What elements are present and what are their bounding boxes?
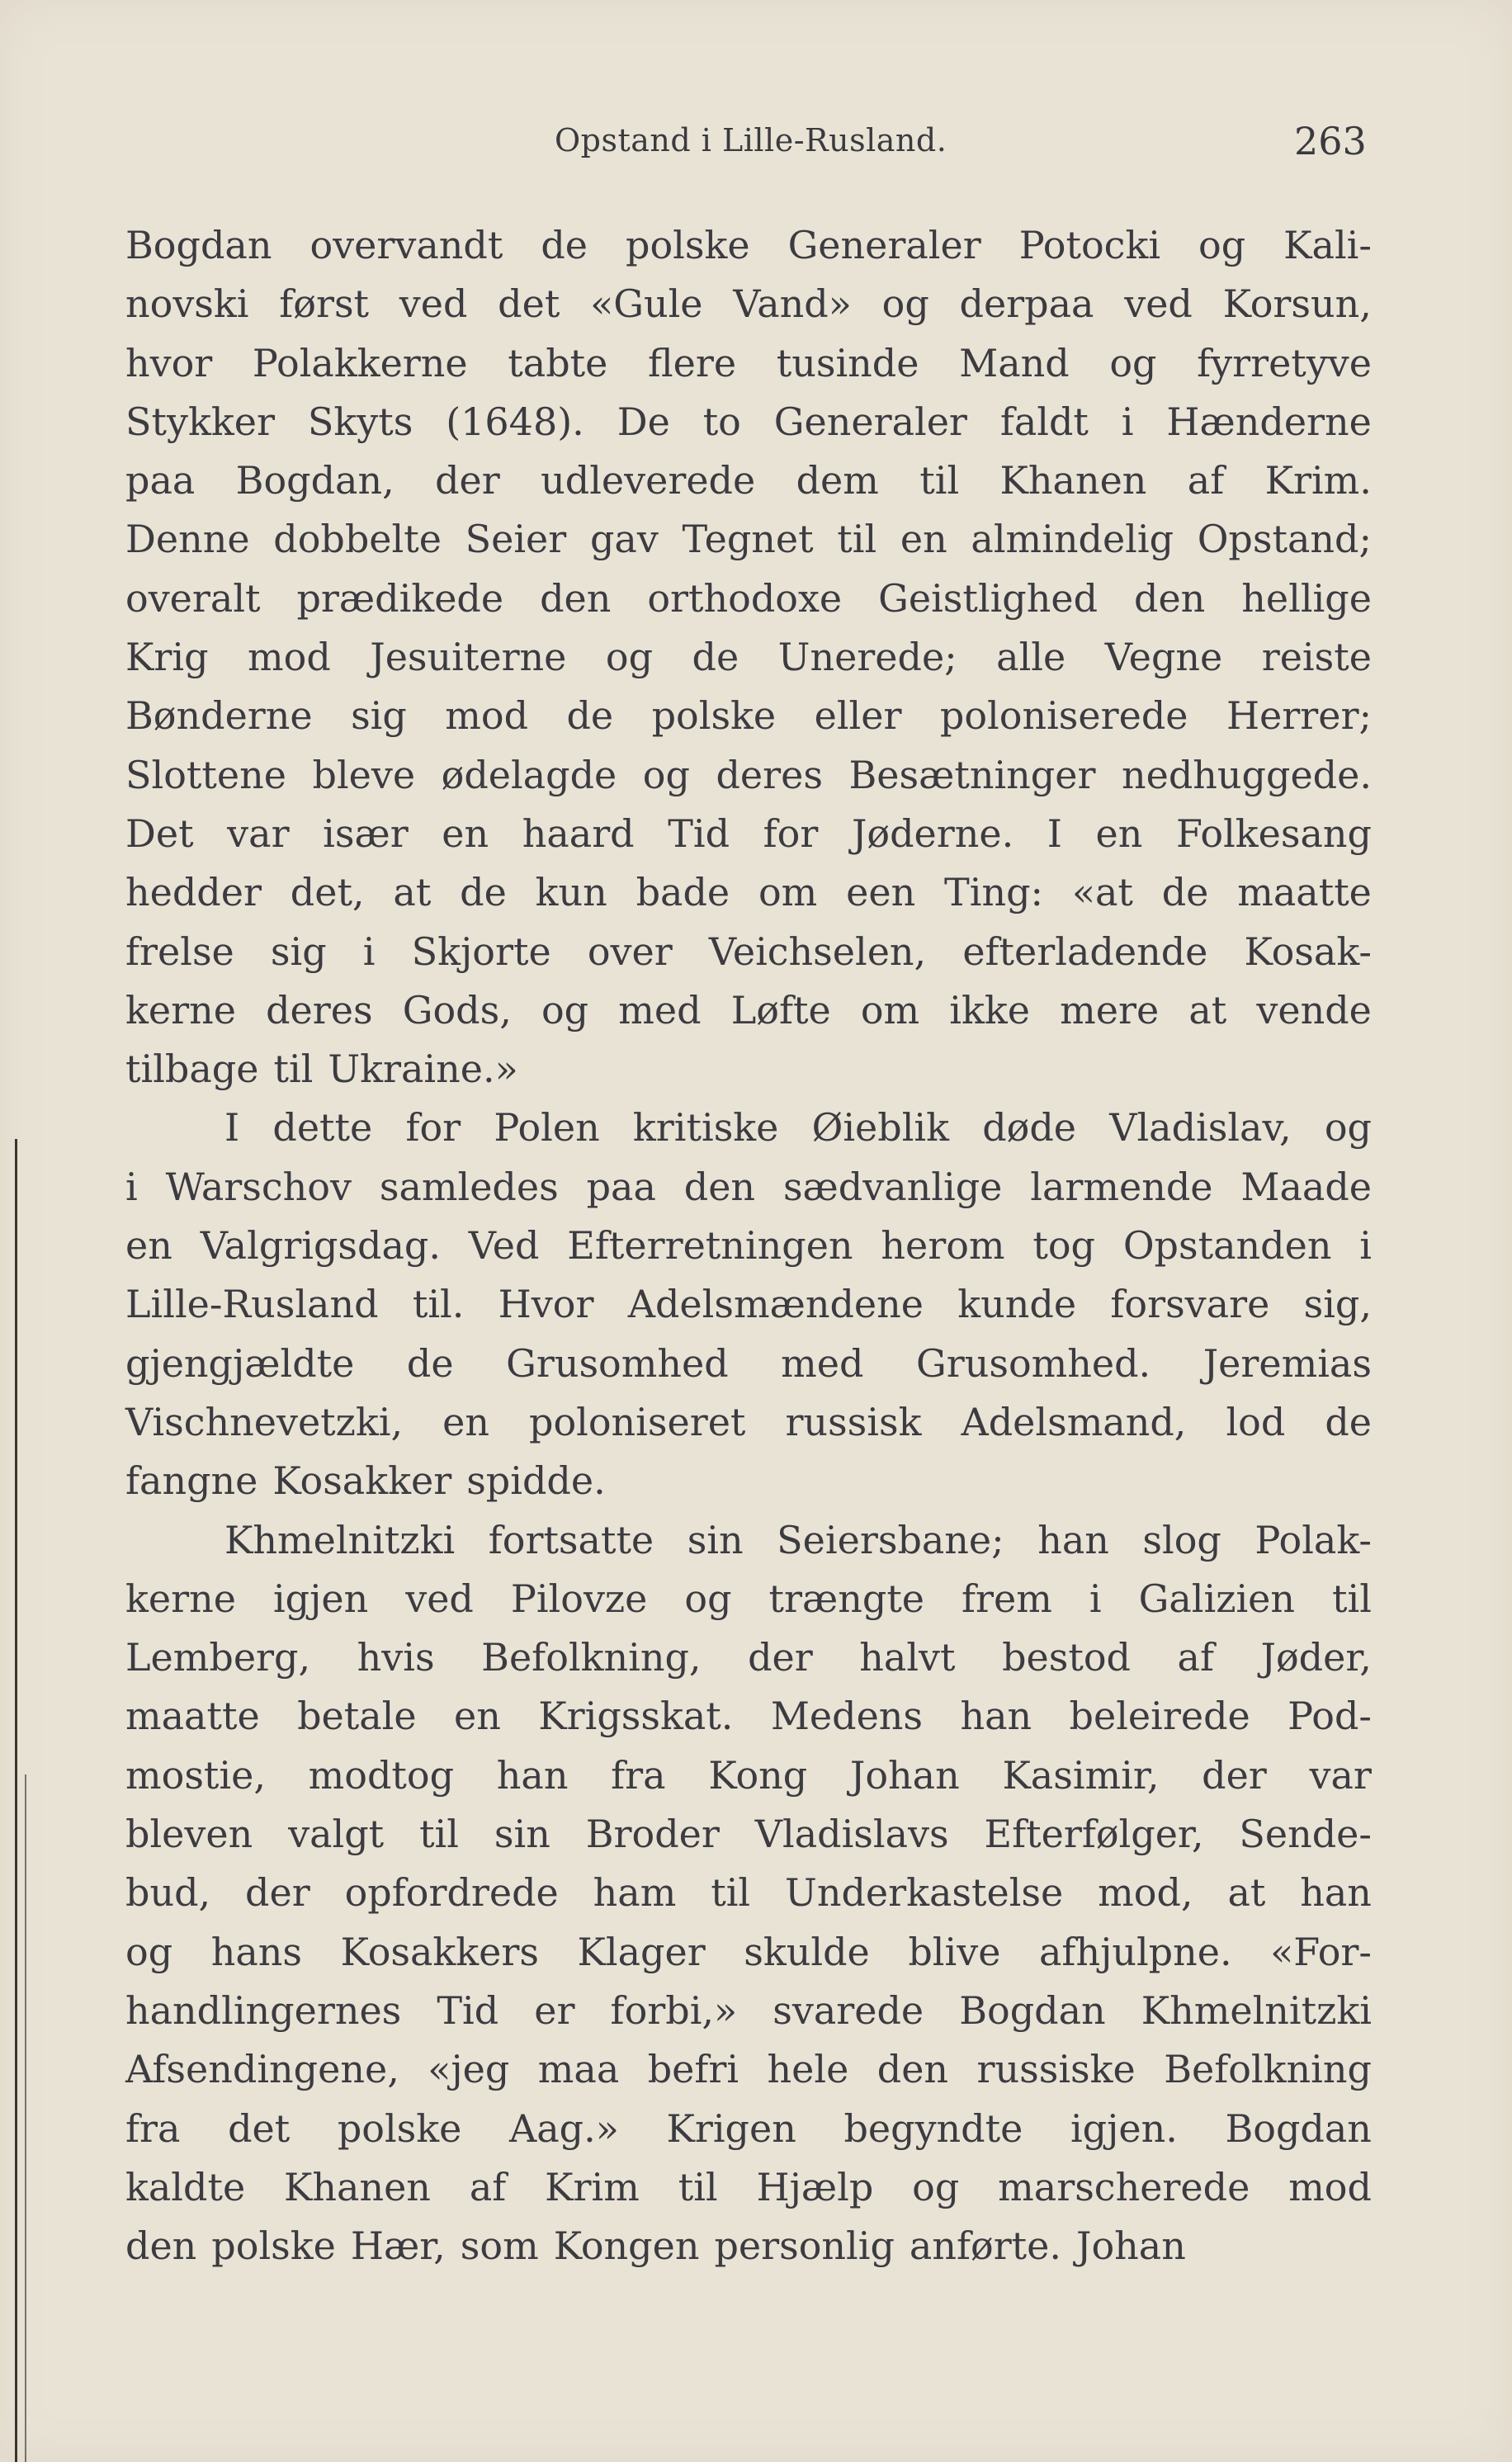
text-line: kaldte Khanen af Krim til Hjælp og marscherede mod: [125, 2164, 1372, 2209]
text-line: I dette for Polen kritiske Øieblik døde Vladislav, og: [224, 1105, 1372, 1151]
text-line: mostie, modtog han fra Kong Johan Kasimir, der var: [125, 1752, 1372, 1798]
running-title: Opstand i Lille-Rusland.: [555, 122, 947, 158]
text-line: paa Bogdan, der udleverede dem til Khanen af Krim.: [125, 458, 1372, 503]
text-line: Stykker Skyts (1648). De to Generaler faldt i Hænderne: [125, 399, 1372, 444]
text-line: en Valgrigsdag. Ved Efterretningen herom tog Opstanden i: [125, 1223, 1372, 1269]
text-line: Khmelnitzki fortsatte sin Seiersbane; han slog Polak-: [224, 1517, 1372, 1562]
text-line: bud, der opfordrede ham til Underkastelse mod, at han: [125, 1870, 1372, 1916]
text-line: hvor Polakkerne tabte flere tusinde Mand og fyrretyve: [125, 340, 1372, 385]
text-line: Det var især en haard Tid for Jøderne. I en Folkesang: [125, 810, 1372, 856]
text-line: og hans Kosakkers Klager skulde blive afhjulpne. «For-: [125, 1929, 1372, 1974]
text-line: Vischnevetzki, en poloniseret russisk Adelsmand, lod de: [125, 1399, 1372, 1444]
text-line: bleven valgt til sin Broder Vladislavs Efterfølger, Sende-: [125, 1812, 1372, 1857]
text-line: Slottene bleve ødelagde og deres Besætninger nedhuggede.: [125, 752, 1372, 797]
text-line: frelse sig i Skjorte over Veichselen, efterladende Kosak-: [125, 929, 1372, 974]
page-edge-line: [15, 1139, 17, 2462]
text-line: overalt prædikede den orthodoxe Geistlighed den hellige: [125, 575, 1372, 621]
text-line: kerne deres Gods, og med Løfte om ikke mere at vende: [125, 987, 1372, 1033]
text-line: fangne Kosakker spidde.: [125, 1458, 606, 1504]
page-number: 263: [1294, 119, 1367, 163]
text-line: kerne igjen ved Pilovze og trængte frem i Galizien til: [125, 1576, 1372, 1621]
text-line: Bogdan overvandt de polske Generaler Potocki og Kali-: [125, 223, 1372, 267]
text-line: den polske Hær, som Kongen personlig anførte. Johan: [125, 2223, 1186, 2269]
text-line: tilbage til Ukraine.»: [125, 1047, 518, 1092]
text-line: gjengjældte de Grusomhed med Grusomhed. Jeremias: [125, 1340, 1372, 1386]
text-line: maatte betale en Krigsskat. Medens han beleirede Pod-: [125, 1694, 1372, 1739]
body-text: [125, 216, 1372, 2275]
text-line: Krig mod Jesuiterne og de Unerede; alle Vegne reiste: [125, 635, 1372, 680]
text-line: Bønderne sig mod de polske eller poloniserede Herrer;: [125, 693, 1372, 739]
text-line: Lemberg, hvis Befolkning, der halvt bestod af Jøder,: [125, 1635, 1372, 1680]
paragraph: [125, 216, 1372, 1099]
text-line: i Warschov samledes paa den sædvanlige larmende Maade: [125, 1164, 1372, 1209]
page-header: [0, 116, 1512, 165]
paragraph: [125, 1099, 1372, 1510]
text-line: Afsendingene, «jeg maa befri hele den russiske Befolkning: [125, 2047, 1372, 2092]
text-line: Lille-Rusland til. Hvor Adelsmændene kunde forsvare sig,: [125, 1282, 1372, 1327]
text-line: fra det polske Aag.» Krigen begyndte igjen. Bogdan: [125, 2105, 1372, 2151]
text-line: novski først ved det «Gule Vand» og derpaa ved Korsun,: [125, 281, 1372, 327]
text-line: handlingernes Tid er forbi,» svarede Bogdan Khmelnitzki: [125, 1987, 1372, 2033]
text-line: hedder det, at de kun bade om een Ting: «at de maatte: [125, 870, 1372, 915]
text-line: Denne dobbelte Seier gav Tegnet til en almindelig Opstand;: [125, 517, 1372, 562]
page-edge-line-secondary: [25, 1774, 26, 2462]
paragraph: [125, 1511, 1372, 2276]
